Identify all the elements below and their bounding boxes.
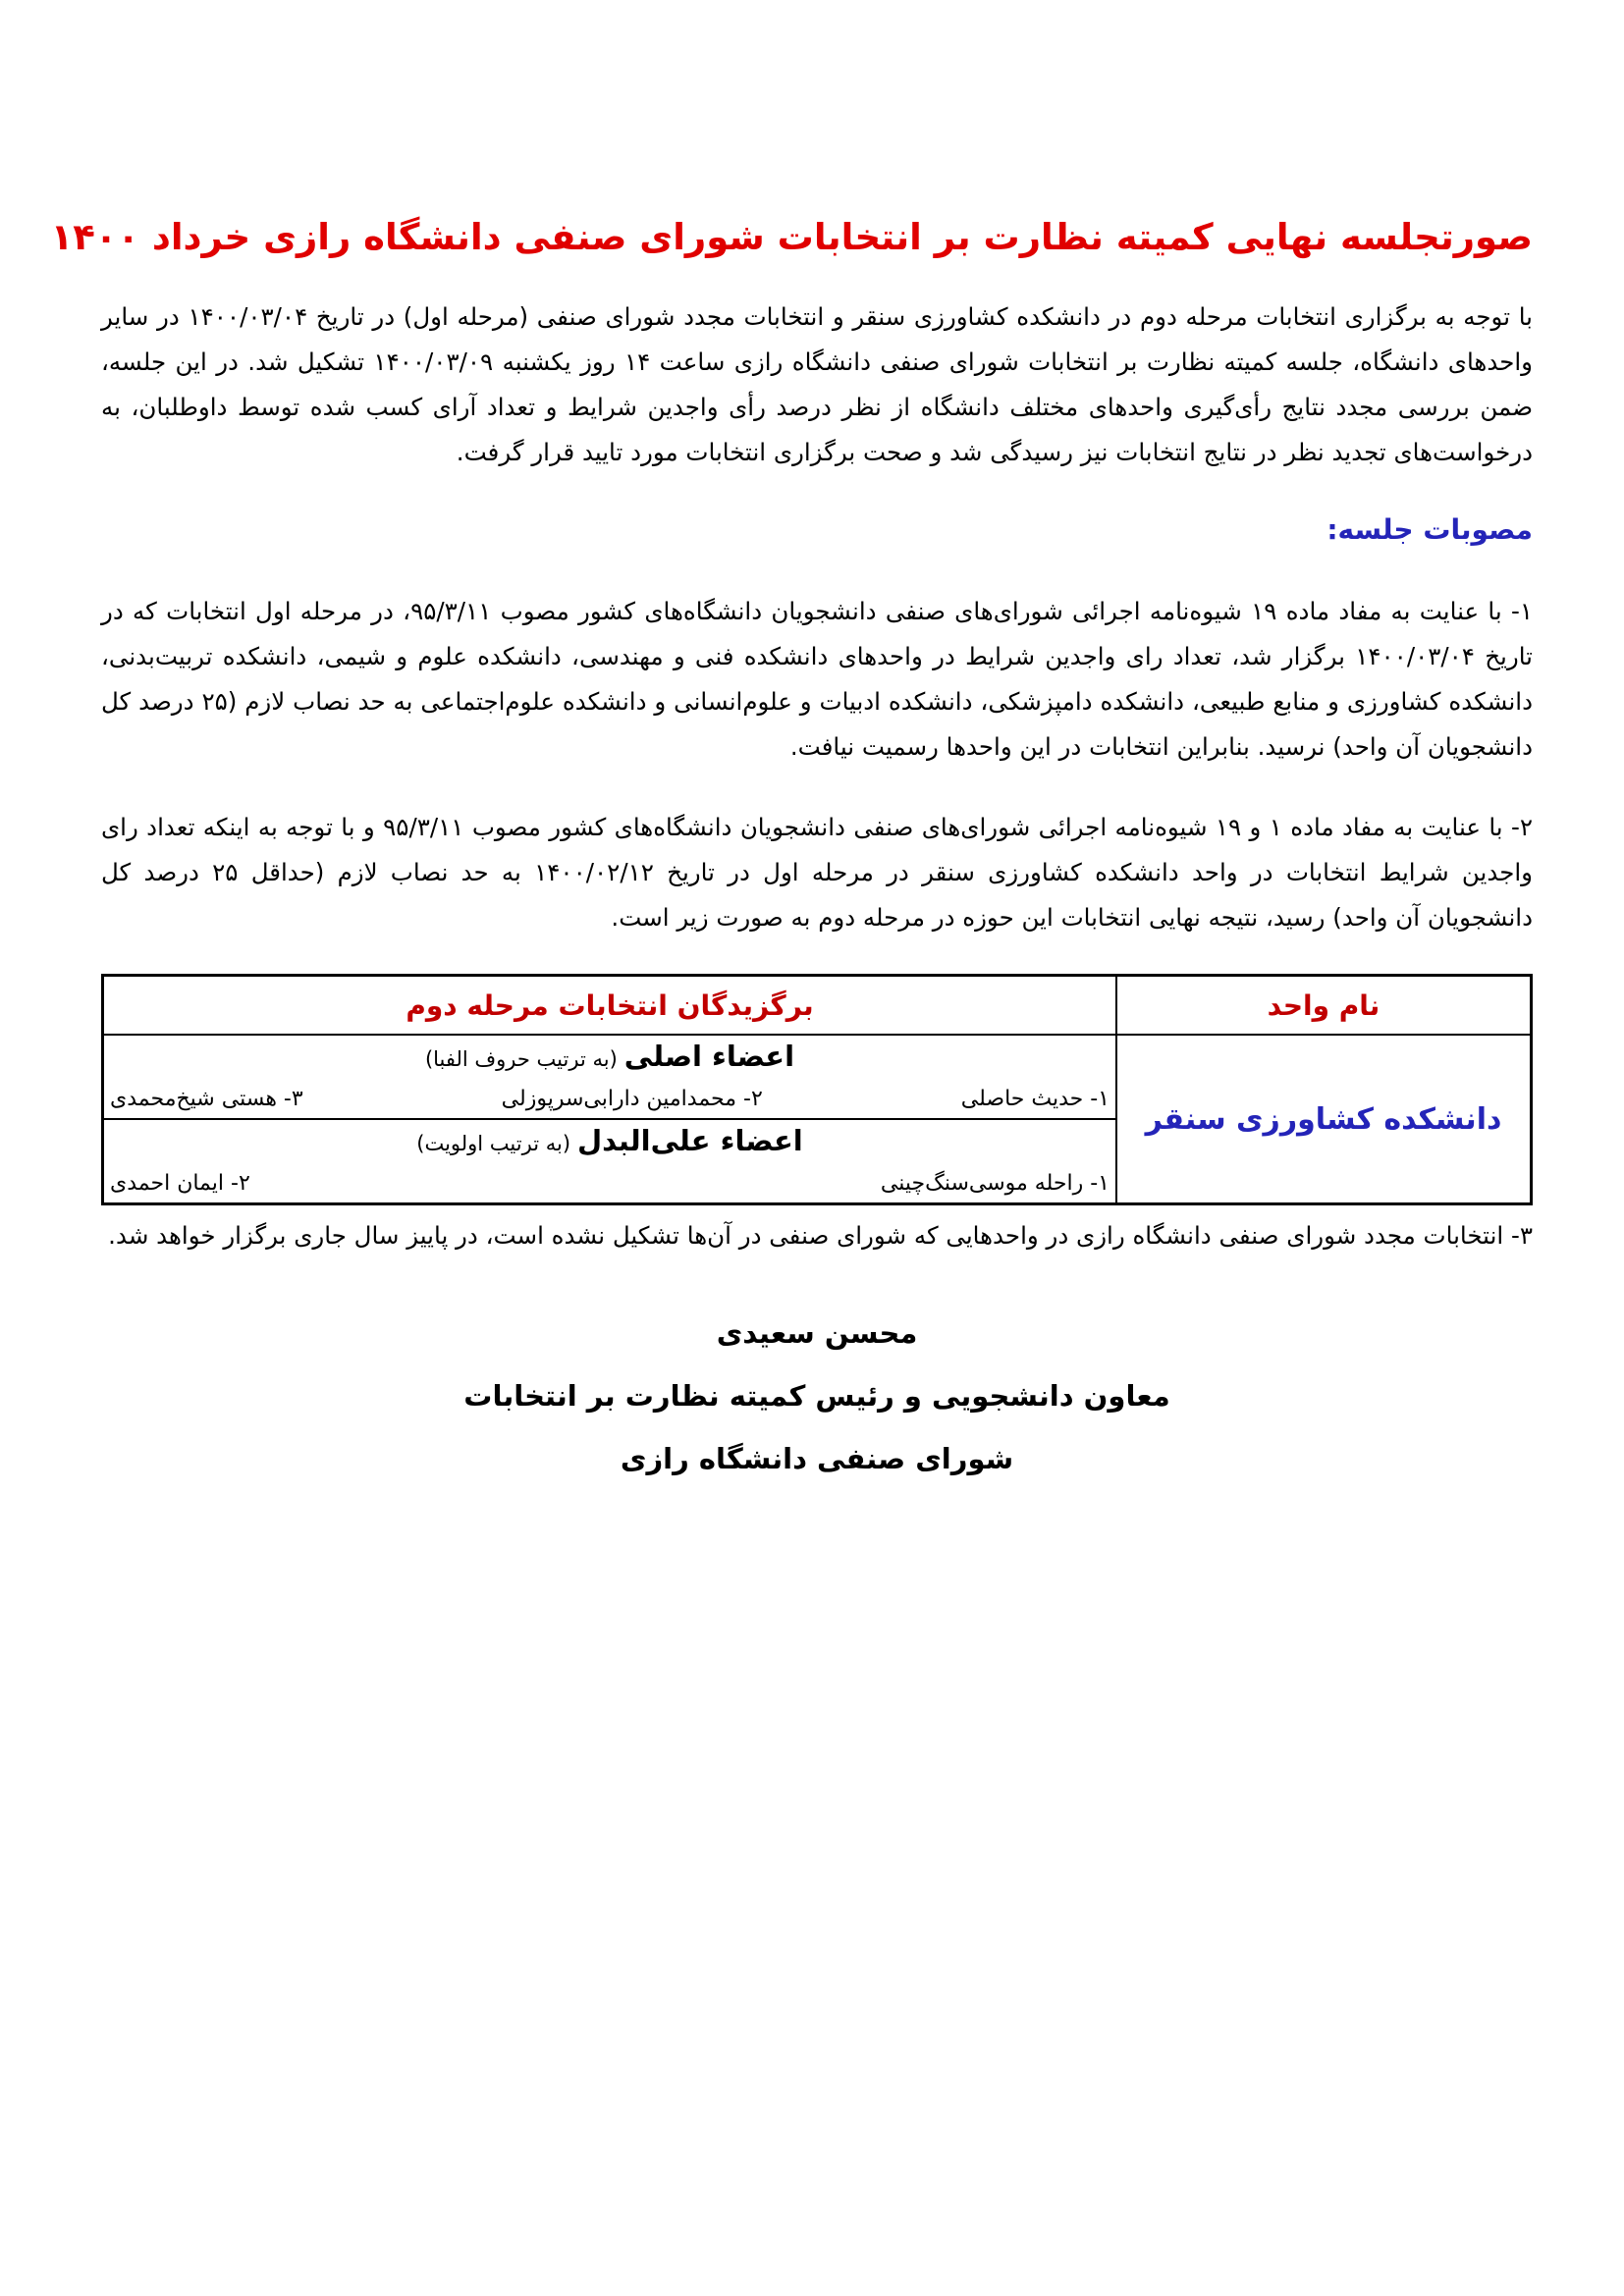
header-elected: برگزیدگان انتخابات مرحله دوم	[103, 976, 1117, 1036]
signature-block	[101, 1302, 1533, 1490]
resolution-item-2: ۲- با عنایت به مفاد ماده ۱ و ۱۹ شیوه‌نامه اجرائی شورای‌های صنفی دانشجویان دانشگاه‌های کشور مصوب ۹۵/۳/۱۱ و با توجه به اینکه تعداد رای واجدین شرایط انتخابات در واحد دانشکده کشاورزی سنقر در مرحله اول در تاریخ ۱۴۰۰/۰۲/۱۲ به حد نصاب لازم (حداقل ۲۵ درصد کل دانشجویان آن واحد) رسید، نتیجه نهایی انتخابات این حوزه در مرحله دوم به صورت زیر است.	[101, 813, 1534, 932]
signatory-organization: شورای صنفی دانشگاه رازی	[620, 1442, 1014, 1475]
document-title: صورتجلسه نهایی کمیته نظارت بر انتخابات شورای صنفی دانشگاه رازی خرداد ۱۴۰۰	[50, 216, 1533, 258]
main-members-note: (به ترتیب حروف الفبا)	[424, 1047, 618, 1071]
main-members-cell	[103, 1035, 1117, 1119]
alternate-members-note: (به ترتیب اولویت)	[416, 1132, 571, 1155]
header-unit-name: نام واحد	[1116, 976, 1532, 1036]
resolution-item-1: ۱- با عنایت به مفاد ماده ۱۹ شیوه‌نامه اجرائی شورای‌های صنفی دانشجویان دانشگاه‌های کشور مصوب ۹۵/۳/۱۱، در مرحله اول انتخابات که در تاریخ ۱۴۰۰/۰۳/۰۴ برگزار شد، تعداد رای واجدین شرایط در واحدهای دانشکده فنی و مهندسی، دانشکده علوم و شیمی، دانشکده تربیت‌بدنی، دانشکده کشاورزی و منابع طبیعی، دانشکده دامپزشکی، دانشکده ادبیات و علوم‌انسانی و دانشکده علوم‌اجتماعی به حد نصاب لازم (۲۵ درصد کل دانشجویان آن واحد) نرسید. بنابراین انتخابات در این واحدها رسمیت نیافت.	[101, 597, 1533, 761]
list-item: ۳- هستی شیخ‌محمدی	[110, 1087, 303, 1111]
alternate-members-title	[104, 1120, 1115, 1165]
document	[50, 206, 1534, 1490]
intro-paragraph: با توجه به برگزاری انتخابات مرحله دوم در دانشکده کشاورزی سنقر و انتخابات مجدد شورای صنفی (مرحله اول) در تاریخ ۱۴۰۰/۰۳/۰۴ در سایر واحدهای دانشگاه، جلسه کمیته نظارت بر انتخابات شورای صنفی دانشگاه رازی ساعت ۱۴ روز یکشنبه ۱۴۰۰/۰۳/۰۹ تشکیل شد. در این جلسه، ضمن بررسی مجدد نتایج رأی‌گیری واحدهای مختلف دانشگاه از نظر درصد رأی واجدین شرایط و تعداد آرای کسب شده توسط داوطلبان، به درخواست‌های تجدید نظر در نتایج انتخابات نیز رسیدگی شد و صحت برگزاری انتخابات مورد تایید قرار گرفت.	[101, 302, 1533, 466]
resolution-item-3: ۳- انتخابات مجدد شورای صنفی دانشگاه رازی در واحدهایی که شورای صنفی در آن‌ها تشکیل نشده است، در پاییز سال جاری برگزار خواهد شد.	[108, 1221, 1533, 1250]
results-table	[101, 974, 1533, 1205]
resolutions-heading: مصوبات جلسه:	[1326, 513, 1533, 546]
alternate-members-label: اعضاء علی‌البدل	[577, 1124, 803, 1157]
alternate-members-list	[104, 1165, 1115, 1202]
main-members-list	[104, 1081, 1115, 1118]
table-header-row	[103, 976, 1532, 1036]
list-item: ۱- راحله موسی‌سنگ‌چینی	[880, 1171, 1110, 1196]
signatory-role: معاون دانشجویی و رئیس کمیته نظارت بر انتخابات	[463, 1379, 1170, 1413]
table-row	[103, 1035, 1532, 1119]
unit-name-cell: دانشکده کشاورزی سنقر	[1116, 1035, 1532, 1204]
list-item: ۲- محمدامین دارابی‌سرپوزلی	[501, 1087, 763, 1111]
main-members-label: اعضاء اصلی	[623, 1040, 795, 1073]
main-members-title	[104, 1036, 1115, 1081]
signatory-name: محسن سعیدی	[716, 1316, 918, 1350]
list-item: ۲- ایمان احمدی	[110, 1171, 250, 1196]
list-item: ۱- حدیث حاصلی	[960, 1087, 1110, 1111]
alternate-members-cell	[103, 1119, 1117, 1204]
